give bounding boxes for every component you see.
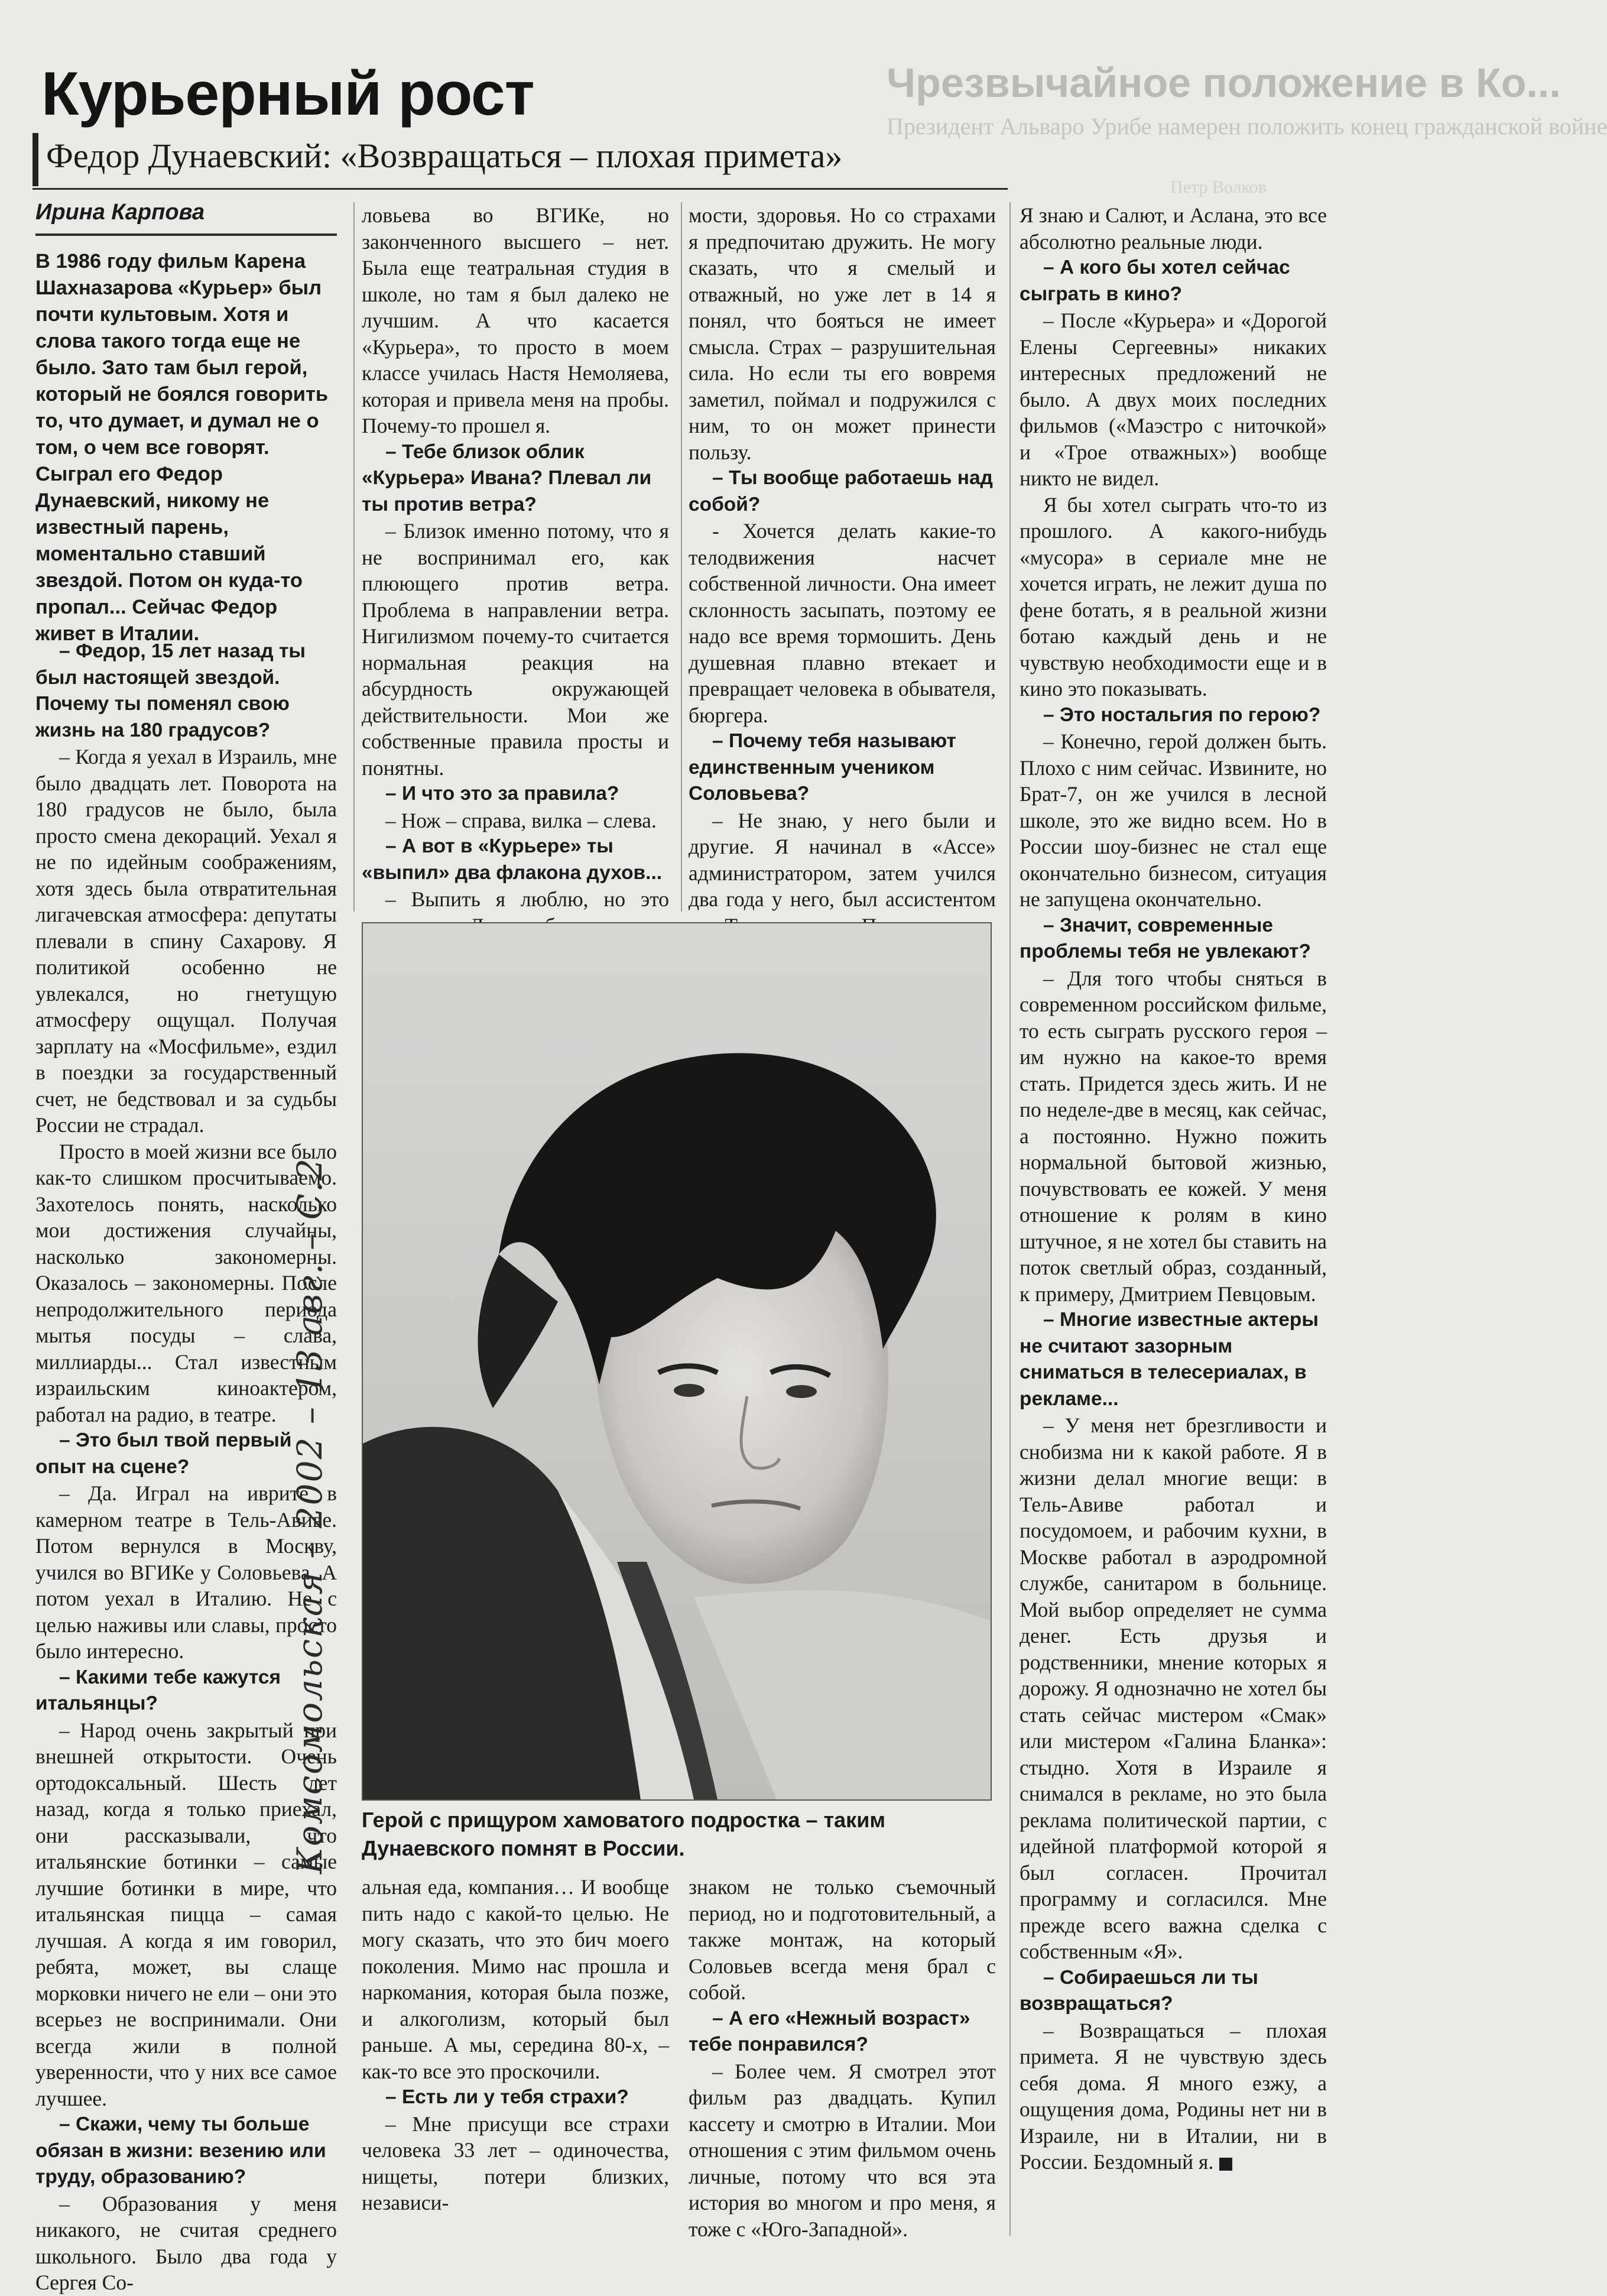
interview-question: – Многие известные актеры не считают зазорным сниматься в телесериалах, в рекламе...	[1020, 1309, 1319, 1410]
interview-question: – Собираешься ли ты возвращаться?	[1020, 1966, 1258, 2015]
interview-question: – Почему тебя называют единственным учеником Соловьева?	[689, 730, 956, 805]
interview-answer: знаком не только съемочный период, но и подготовительный, а также монтаж, на который Соловьев всегда меня брал с собой.	[689, 1875, 996, 2004]
background-article-headline: Чрезвычайное положение в Ко...	[887, 60, 1561, 106]
portrait-illustration	[363, 923, 991, 1799]
interview-answer: – Более чем. Я смотрел этот фильм раз двадцать. Купил кассету и смотрю в Италии. Мои отношения с этим фильмом очень личные, потому что вся эта история во многом и про меня, я тоже с «Юго-Западной».	[689, 2059, 996, 2241]
interview-answer: – Да. Играл на иврите в камерном театре в Тель-Авиве. Потом вернулся в Москву, учился во ВГИКе у Соловьева. А потом уехал в Италию. Не с целью наживы или славы, просто было интересно.	[35, 1481, 337, 1663]
interview-answer: ловьева во ВГИКе, но законченного высшего – нет. Была еще театральная студия в школе, но там я был далеко не лучшим. А что касается «Курьера», то просто в моем классе училась Настя Немоляева, которая и привела меня на пробы. Почему-то прошел я.	[362, 203, 669, 437]
lead-text: В 1986 году фильм Карена Шахназарова «Курьер» был почти культовым. Хотя и слова такого тогда еще не было. Зато там был герой, который не боялся говорить то, что думает, и думал не о том, о чем все говорят. Сыграл его Федор Дунаевский, никому не известный парень, моментально ставший звездой. Потом он куда-то пропал... Сейчас Федор живет в Италии.	[35, 250, 329, 645]
interview-question: – Какими тебе кажутся итальянцы?	[35, 1666, 281, 1714]
interview-answer: альная еда, компания… И вообще пить надо с какой-то целью. Не могу сказать, что это бич моего поколения. Мимо нас прошла и наркомания, которая была позже, и алкоголизм, который был раньше. А мы, середина 80-х, – как-то все это проскочили.	[362, 1875, 669, 2083]
interview-question: – Значит, современные проблемы тебя не увлекают?	[1020, 914, 1311, 962]
article-author: Ирина Карпова	[35, 200, 205, 225]
interview-answer: – Образования у меня никакого, не считая среднего школьного. Было два года у Сергея Со-	[35, 2191, 337, 2294]
interview-question: – Скажи, чему ты больше обязан в жизни: везению или труду, образованию?	[35, 2113, 326, 2188]
column-divider	[681, 202, 682, 912]
interview-answer: – У меня нет брезгливости и снобизма ни к какой работе. Я в жизни делал многие вещи: в Тель-Авиве работал и посудомоем, и рабочим кухни, в Москве работал в аэродромной службе, санитаром в больнице. Мой выбор определяет не сумма денег. Есть друзья и родственники, мнение которых я дорожу. Я однозначно не хотел бы стать сейчас мистером «Смак» или мистером «Галина Бланка»: стыдно. Хотя в Израиле я снимался в рекламе, но это была реклама политической партии, с идейной платформой которой я был согласен. Прочитал программу и согласился. Мне прежде всего важна сделка с собственным «Я».	[1020, 1413, 1327, 1963]
interview-answer: мости, здоровья. Но со страхами я предпочитаю дружить. Не могу сказать, что я смелый и отважный, но уже лет в 14 я понял, что бояться не имеет смысла. Страх – разрушительная сила. Но если ты его вовремя заметил, поймал и подружился с ним, то он может принести пользу.	[689, 203, 996, 464]
interview-question: – И что это за правила?	[385, 783, 619, 805]
interview-question: – А кого бы хотел сейчас сыграть в кино?	[1020, 257, 1290, 305]
interview-answer: – После «Курьера» и «Дорогой Елены Сергеевны» никаких интересных предложений не было. А двух моих последних фильмов («Маэстро с ниточкой» и «Трое отважных») вообще никто не видел.	[1020, 309, 1327, 490]
interview-answer: Я знаю и Салют, и Аслана, это все абсолютно реальные люди.	[1020, 203, 1327, 254]
portrait-photo	[362, 922, 992, 1801]
subheadline-bar	[33, 133, 38, 186]
column-2-bottom	[362, 1874, 669, 2216]
interview-question: – Федор, 15 лет назад ты был настоящей звездой. Почему ты поменял свою жизнь на 180 градусов?	[35, 640, 306, 741]
header-rule	[33, 188, 1008, 190]
interview-question: – Ты вообще работаешь над собой?	[689, 467, 993, 515]
interview-answer: – Не знаю, у него были и другие. Я начинал в «Ассе» администратором, затем учился два года у него, был ассистентом	[689, 808, 996, 911]
article-headline: Курьерный рост	[41, 60, 534, 128]
column-3-bottom	[689, 1874, 996, 2242]
interview-answer: - Хочется делать какие-то телодвижения насчет собственной личности. Она имеет склонность засыпать, поэтому ее надо все время тормошить. День душевная плавно втекает и превращает человека в обывателя, бюргера.	[689, 519, 996, 727]
author-rule	[35, 234, 337, 236]
article-subheadline: Федор Дунаевский: «Возвращаться – плохая примета»	[46, 137, 843, 175]
handwritten-source-note: Комсомольская – 2002 – 13 авг. – С.2	[290, 1157, 330, 1874]
interview-answer: Я бы хотел сыграть что-то из прошлого. А какого-нибудь «мусора» в сериале мне не хочется играть, не лежит душа по фене ботать, я в реальной жизни ботаю каждый день и не чувствую необходимости еще и в кино это показывать.	[1020, 492, 1327, 701]
interview-answer: – Когда я уехал в Израиль, мне было двадцать лет. Поворота на 180 градусов не было, была просто смена декораций. Уехал я не по идейным соображениям, хотя здесь была отвратительная лигачевская атмосфера: депутаты плевали в спину Сахарову. Я политикой особенно не увлекался, но гнетущую атмосферу ощущал. Получая зарплату на «Мосфильме», ездил в поездки за государственный счет, не бедствовал и за судьбы России не страдал.	[35, 745, 337, 1137]
article-lead	[35, 248, 337, 647]
interview-question: – Тебе близок облик «Курьера» Ивана? Плевал ли ты против ветра?	[362, 440, 652, 515]
interview-answer: – Выпить я люблю, но это	[385, 887, 669, 911]
background-article-byline: Петр Волков	[1170, 177, 1267, 197]
interview-answer: Просто в моей жизни все было как-то слишком просчитываемо. Захотелось понять, насколько мои достижения случайны, насколько закономерны. Оказалось – закономерны. После непродолжительного периода мытья посуды – слава, миллиарды... Стал известным израильским киноактером, работал на радио, в театре.	[35, 1139, 337, 1426]
interview-question: – А его «Нежный возраст» тебе понравился?	[689, 2007, 970, 2055]
column-divider	[1009, 202, 1011, 2236]
interview-answer: – Народ очень закрытый при внешней открытости. Очень ортодоксальный. Шесть лет назад, когда я только приехал, они рассказывали, что итальянские ботинки – самые лучшие ботинки в мире, что итальянская пицца – самая лучшая. А когда я им говорил, ребята, может, вы слаще морковки ничего не ели – они это всерьез не воспринимали. Они всегда жили в полной уверенности, что у них все самое лучшее.	[35, 1718, 337, 2110]
interview-answer: – Мне присущи все страхи человека 33 лет – одиночества, нищеты, потери близких, независи-	[362, 2112, 669, 2214]
photo-caption: Герой с прищуром хамоватого подростка – таким Дунаевского помнят в России.	[362, 1808, 885, 1860]
column-2-top	[362, 202, 669, 939]
interview-question: – Это ностальгия по герою?	[1043, 703, 1321, 726]
interview-answer: – Нож – справа, вилка – слева.	[385, 808, 657, 832]
interview-answer: – Для того чтобы сняться в современном российском фильме, то есть сыграть русского героя – им нужно на какое-то время стать. Придется здесь жить. И не по неделе-две в месяц, как сейчас, а постоянно. Нужно пожить нормальной бытовой жизнью, почувствовать ее кожей. У меня отношение к ролям в кино штучное, я не хотел бы ставить на поток светлый образ, созданный, к примеру, Дмитрием Певцовым.	[1020, 966, 1327, 1306]
interview-question: – А вот в «Курьере» ты «выпил» два флакона духов...	[362, 835, 663, 884]
background-article-subline: Президент Альваро Урибе намерен положить конец гражданской войне	[887, 113, 1607, 140]
interview-answer: – Близок именно потому, что я не воспринимал его, как плюющего против ветра. Проблема в направлении ветра. Нигилизмом почему-то считается нормальная реакция на абсурдность окружающей действительности. Мои же собственные правила просты и понятны.	[362, 519, 669, 780]
interview-answer: – Конечно, герой должен быть. Плохо с ним сейчас. Извините, но Брат-7, он же учился в лесной школе, это же видно всем. Но в России шоу-бизнес не стал еще окончательно бизнесом, ситуация не запущена окончательно.	[1020, 729, 1327, 911]
interview-question: – Есть ли у тебя страхи?	[385, 2086, 629, 2108]
interview-answer: – Возвращаться – плохая примета. Я не чувствую здесь себя дома. Я много езжу, а ощущения дома, Родины нет ни в Израиле, ни в Италии, ни в России. Бездомный я.	[1020, 2018, 1327, 2174]
interview-question: – Это был твой первый опыт на сцене?	[35, 1429, 292, 1478]
end-of-article-mark	[1219, 2158, 1232, 2171]
column-3-top	[689, 202, 996, 939]
column-divider	[353, 202, 355, 912]
column-4	[1020, 202, 1327, 2175]
